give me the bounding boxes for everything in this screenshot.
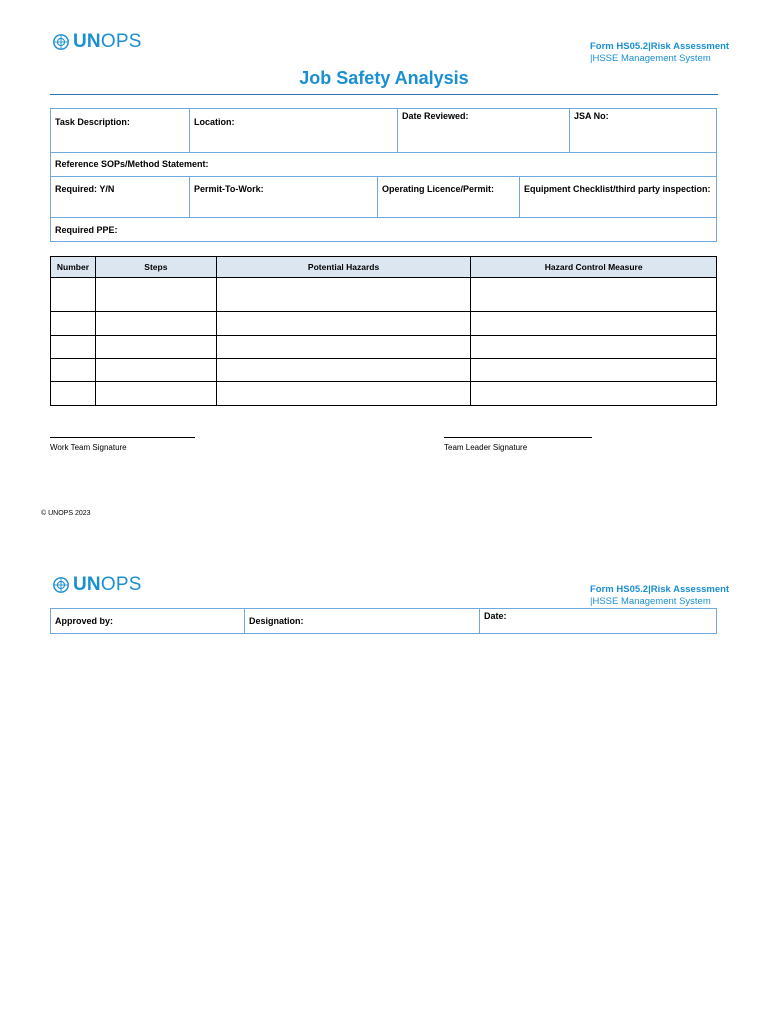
table-row	[51, 278, 717, 312]
table-cell[interactable]	[95, 382, 216, 406]
table-cell[interactable]	[471, 278, 717, 312]
date-reviewed-field[interactable]	[397, 109, 569, 152]
date-field[interactable]	[479, 609, 716, 633]
task-description-field[interactable]	[51, 109, 189, 152]
required-ppe-field[interactable]	[51, 217, 716, 241]
table-cell[interactable]	[216, 359, 471, 382]
form-category: Risk Assessment	[650, 584, 730, 595]
team-leader-signature-line[interactable]	[444, 437, 592, 438]
date-label: Date:	[484, 611, 507, 621]
table-cell[interactable]	[216, 278, 471, 312]
work-team-signature-line[interactable]	[50, 437, 195, 438]
unops-logo	[52, 31, 142, 53]
jsa-no-field[interactable]	[569, 109, 716, 152]
form-category: Risk Assessment	[650, 41, 730, 52]
table-cell[interactable]	[95, 359, 216, 382]
logo-text-bold: UN	[73, 31, 101, 52]
form-code: Form HS05.2	[590, 41, 649, 52]
logo-text-light: OPS	[100, 574, 142, 595]
table-cell[interactable]	[471, 359, 717, 382]
task-description-label: Task Description:	[55, 117, 130, 127]
equipment-checklist-label: Equipment Checklist/third party inspection:	[524, 184, 711, 194]
reference-sops-label: Reference SOPs/Method Statement:	[55, 159, 209, 169]
operating-licence-field[interactable]	[377, 176, 519, 217]
column-header-potential-hazards: Potential Hazards	[216, 257, 471, 278]
info-box	[50, 108, 717, 242]
hazard-table-header	[51, 257, 717, 278]
location-field[interactable]	[189, 109, 397, 152]
copyright-footer: © UNOPS 2023	[41, 510, 91, 517]
designation-label: Designation:	[249, 616, 304, 626]
team-leader-signature-label: Team Leader Signature	[444, 443, 528, 452]
column-header-hazard-control-measure: Hazard Control Measure	[471, 257, 717, 278]
jsa-no-label: JSA No:	[574, 111, 609, 121]
approved-by-label: Approved by:	[55, 616, 114, 626]
column-header-number: Number	[51, 257, 96, 278]
table-row	[51, 312, 717, 336]
title-divider	[50, 94, 718, 95]
table-cell[interactable]	[51, 336, 96, 359]
required-yn-field[interactable]	[51, 176, 189, 217]
logo-text-bold: UN	[73, 574, 101, 595]
table-cell[interactable]	[51, 359, 96, 382]
un-emblem-icon	[52, 33, 70, 51]
designation-field[interactable]	[244, 609, 479, 633]
approval-box	[50, 608, 717, 634]
table-cell[interactable]	[471, 336, 717, 359]
approved-by-field[interactable]	[51, 609, 244, 633]
table-cell[interactable]	[95, 312, 216, 336]
reference-sops-field[interactable]	[51, 152, 716, 176]
form-reference-page2: Form HS05.2|Risk Assessment |HSSE Management System	[590, 584, 730, 607]
table-cell[interactable]	[471, 312, 717, 336]
page-title: Job Safety Analysis	[299, 68, 469, 88]
required-yn-label: Required: Y/N	[55, 184, 115, 194]
table-cell[interactable]	[51, 312, 96, 336]
permit-to-work-field[interactable]	[189, 176, 377, 217]
table-row	[51, 336, 717, 359]
table-cell[interactable]	[216, 312, 471, 336]
form-code: Form HS05.2	[590, 584, 649, 595]
operating-licence-label: Operating Licence/Permit:	[382, 184, 495, 194]
table-cell[interactable]	[51, 278, 96, 312]
logo-text-light: OPS	[100, 31, 142, 52]
required-ppe-label: Required PPE:	[55, 225, 118, 235]
equipment-checklist-field[interactable]	[519, 176, 716, 217]
column-header-steps: Steps	[95, 257, 216, 278]
table-row	[51, 359, 717, 382]
permit-to-work-label: Permit-To-Work:	[194, 184, 264, 194]
form-system: |HSSE Management System	[590, 596, 711, 607]
hazard-table	[50, 256, 717, 406]
date-reviewed-label: Date Reviewed:	[402, 111, 469, 121]
form-system: |HSSE Management System	[590, 53, 711, 64]
table-cell[interactable]	[51, 382, 96, 406]
un-emblem-icon	[52, 576, 70, 594]
table-cell[interactable]	[216, 336, 471, 359]
table-cell[interactable]	[95, 278, 216, 312]
table-row	[51, 382, 717, 406]
form-reference: Form HS05.2|Risk Assessment |HSSE Management System	[590, 41, 730, 64]
unops-logo-page2	[52, 574, 142, 596]
location-label: Location:	[194, 117, 235, 127]
table-cell[interactable]	[471, 382, 717, 406]
table-cell[interactable]	[95, 336, 216, 359]
table-cell[interactable]	[216, 382, 471, 406]
work-team-signature-label: Work Team Signature	[50, 443, 127, 452]
